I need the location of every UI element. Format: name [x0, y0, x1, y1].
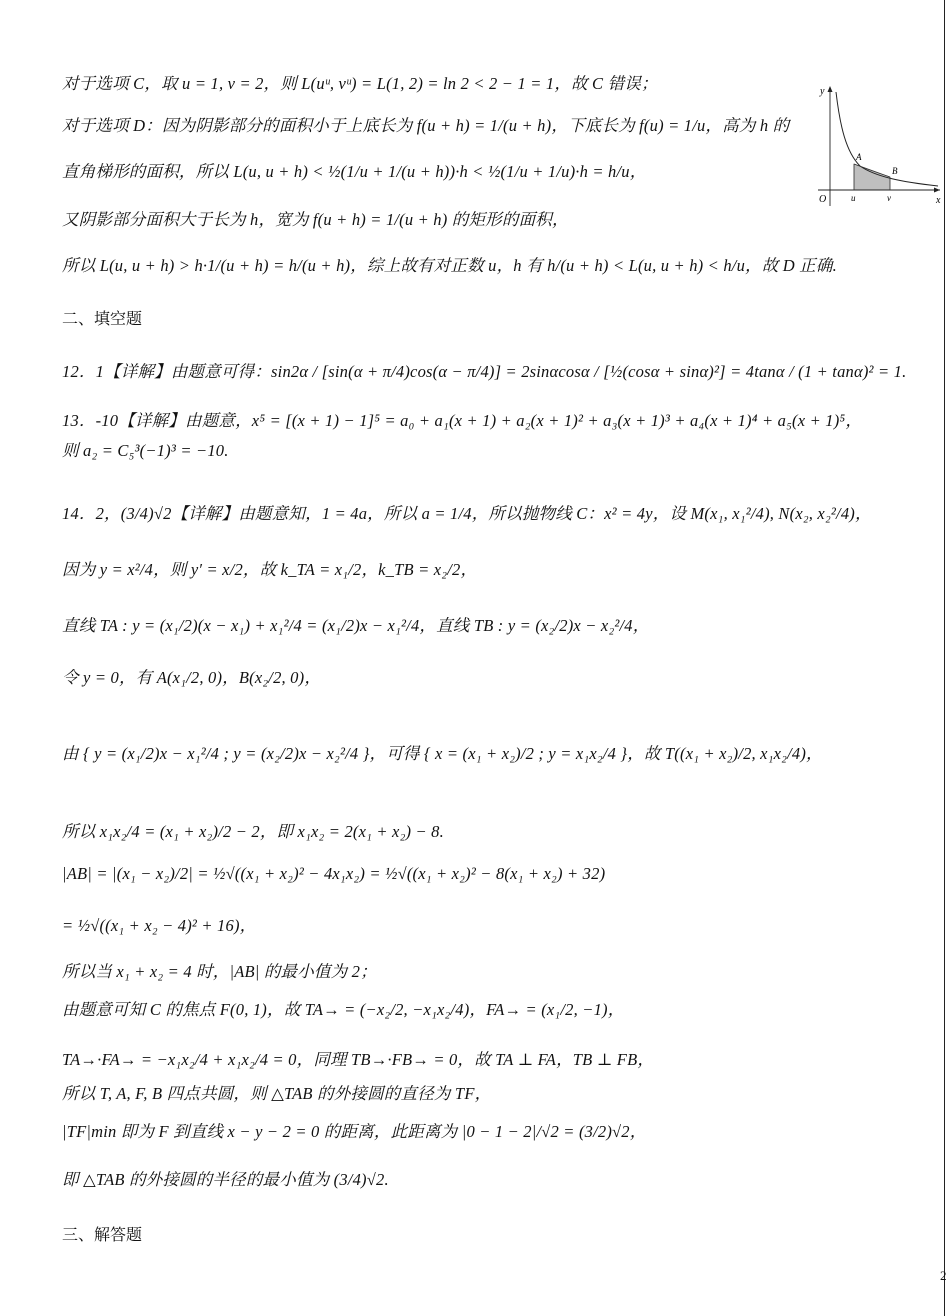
text-line-l07: 12．1【详解】由题意可得：sin2α / [sin(α + π/4)cos(α − π/4)] = 2sinαcosα / [½(cosα + sinα)²] = 4tanα / (1 + tanα)² = 1.	[62, 362, 907, 381]
text-line-l21: 所以 T, A, F, B 四点共圆，则 △TAB 的外接圆的直径为 TF，	[62, 1084, 492, 1103]
text-line-l16: |AB| = |(x₁ − x₂)/2| = ½√((x₁ + x₂)² − 4x₁x₂) = ½√((x₁ + x₂)² − 8(x₁ + x₂) + 32)	[62, 864, 606, 883]
text-line-l06: 二、填空题	[62, 309, 143, 328]
text-line-l10: 14．2，(3/4)√2【详解】由题意知，1 = 4a，所以 a = 1/4，所以抛物线 C：x² = 4y，设 M(x₁, x₁²/4), N(x₂, x₂²/4)，	[62, 504, 872, 523]
graph-label-b: B	[892, 166, 898, 176]
text-line-l14: 由 { y = (x₁/2)x − x₁²/4 ; y = (x₂/2)x − x₂²/4 }，可得 { x = (x₁ + x₂)/2 ; y = x₁x₂/4 }，故 T((x₁ + x₂)/2, x₁x₂/4)，	[62, 744, 823, 763]
graph-label-y: y	[820, 86, 825, 97]
graph-label-x: x	[936, 195, 941, 206]
text-line-l12: 直线 TA : y = (x₁/2)(x − x₁) + x₁²/4 = (x₁/2)x − x₁²/4，直线 TB : y = (x₂/2)x − x₂²/4，	[62, 616, 650, 635]
text-line-l09: 则 a₂ = C₅³(−1)³ = −10.	[62, 441, 229, 460]
curve	[836, 92, 938, 186]
text-line-l22: |TF|min 即为 F 到直线 x − y − 2 = 0 的距离，此距离为 |0 − 1 − 2|/√2 = (3/2)√2，	[62, 1122, 647, 1141]
text-line-l15: 所以 x₁x₂/4 = (x₁ + x₂)/2 − 2，即 x₁x₂ = 2(x₁ + x₂) − 8.	[62, 822, 444, 841]
text-line-l20: TA→·FA→ = −x₁x₂/4 + x₁x₂/4 = 0，同理 TB→·FB→ = 0，故 TA ⊥ FA，TB ⊥ FB，	[62, 1050, 655, 1069]
text-line-l24: 三、解答题	[62, 1225, 143, 1244]
text-line-l18: 所以当 x₁ + x₂ = 4 时，|AB| 的最小值为 2；	[62, 962, 377, 981]
text-line-l08: 13．-10【详解】由题意，x⁵ = [(x + 1) − 1]⁵ = a₀ + a₁(x + 1) + a₂(x + 1)² + a₃(x + 1)³ + a₄(x + 1)⁴ + a₅(x + 1)⁵，	[62, 411, 863, 430]
graph-label-a: A	[856, 152, 862, 162]
text-line-l03: 直角梯形的面积，所以 L(u, u + h) < ½(1/u + 1/(u + h))·h < ½(1/u + 1/u)·h = h/u，	[62, 162, 647, 181]
text-line-l05: 所以 L(u, u + h) > h·1/(u + h) = h/(u + h)，综上故有对正数 u，h 有 h/(u + h) < L(u, u + h) < h/u，故 D 正确.	[62, 256, 837, 275]
right-margin-rule	[944, 0, 945, 1316]
x-axis-arrow	[934, 188, 940, 193]
reciprocal-function-graph	[812, 82, 944, 208]
y-axis-arrow	[828, 86, 833, 92]
text-line-l02: 对于选项 D：因为阴影部分的面积小于上底长为 f(u + h) = 1/(u + h)，下底长为 f(u) = 1/u，高为 h 的	[62, 116, 790, 135]
text-line-l23: 即 △TAB 的外接圆的半径的最小值为 (3/4)√2.	[62, 1170, 389, 1189]
text-line-l01: 对于选项 C，取 u = 1, v = 2，则 L(uᵘ, vᵘ) = L(1, 2) = ln 2 < 2 − 1 = 1，故 C 错误；	[62, 74, 658, 93]
page-number: 2	[940, 1268, 947, 1283]
graph-label-origin: O	[819, 194, 827, 205]
text-line-l13: 令 y = 0，有 A(x₁/2, 0)，B(x₂/2, 0)，	[62, 668, 322, 687]
text-line-l04: 又阴影部分面积大于长为 h，宽为 f(u + h) = 1/(u + h) 的矩形的面积，	[62, 210, 569, 229]
text-line-l19: 由题意可知 C 的焦点 F(0, 1)，故 TA→ = (−x₂/2, −x₁x₂/4)，FA→ = (x₁/2, −1)，	[62, 1000, 625, 1019]
text-line-l17: = ½√((x₁ + x₂ − 4)² + 16)，	[62, 916, 257, 935]
graph-label-v: v	[887, 193, 891, 203]
graph-label-u: u	[851, 193, 856, 203]
text-line-l11: 因为 y = x²/4，则 y′ = x/2，故 k_TA = x₁/2，k_TB = x₂/2，	[62, 560, 478, 579]
